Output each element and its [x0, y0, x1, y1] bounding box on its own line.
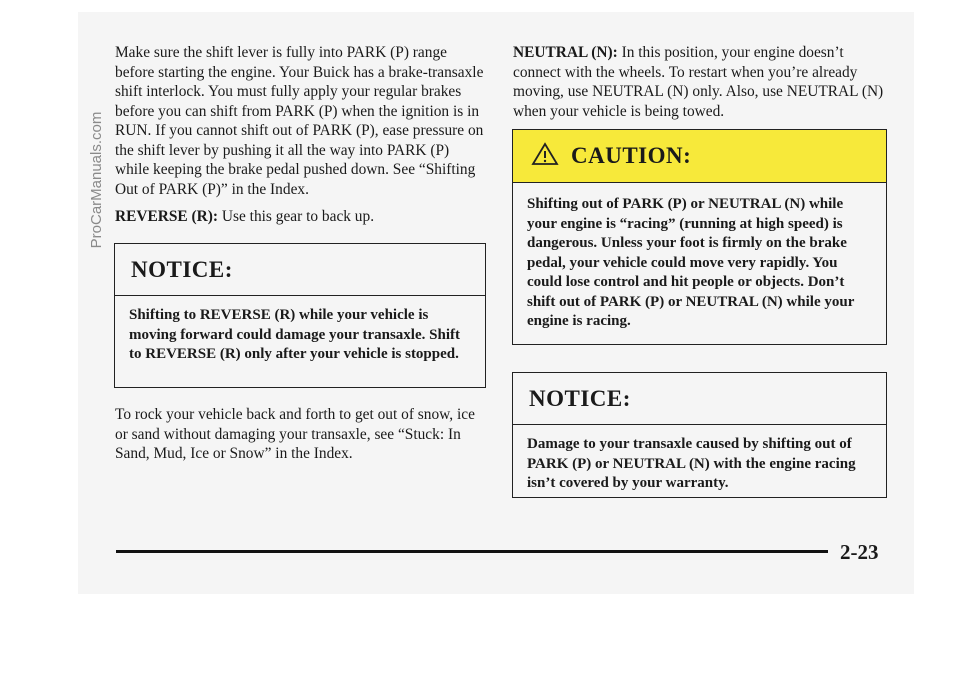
page-number: 2-23 [840, 540, 879, 564]
caution-title: CAUTION: [571, 143, 692, 168]
warranty-notice-box [512, 372, 887, 498]
caution-header [513, 130, 886, 183]
watermark-text: ProCarManuals.com [88, 111, 105, 249]
shift-lever-paragraph: Make sure the shift lever is fully into PARK (P) range before starting the engine. Your Buick has a brake-transaxle shift interlock. You must fully apply your regular brakes before you can shift from PARK (P) when the ignition is in RUN. If you cannot shift out of PARK (P), ease pressure on the shift lever by pushing it all the way into PARK (P) while keeping the brake pedal pushed down. See “Shifting Out of PARK (P)” in the Index. [115, 44, 484, 198]
warning-triangle-icon [531, 142, 559, 166]
rock-vehicle-paragraph-wrap [115, 405, 485, 472]
neutral-paragraph [513, 43, 888, 121]
reverse-paragraph [115, 207, 485, 227]
neutral-label: NEUTRAL (N): [513, 44, 618, 61]
caution-body: Shifting out of PARK (P) or NEUTRAL (N) while your engine is “racing” (running at high speed) is dangerous. Unless your foot is firmly on the brake pedal, your vehicle could move very rapidly. You could lose control and hit people or objects. Don’t shift out of PARK (P) or NEUTRAL (N) while your engine is racing. [527, 196, 855, 329]
warranty-notice-title: NOTICE: [513, 373, 886, 425]
reverse-notice-box [114, 243, 486, 388]
reverse-label: REVERSE (R): [115, 208, 219, 225]
footer-rule [116, 550, 828, 553]
caution-box [512, 129, 887, 345]
left-column [115, 43, 485, 235]
warranty-notice-body: Damage to your transaxle caused by shifting out of PARK (P) or NEUTRAL (N) with the engine racing isn’t covered by your warranty. [527, 436, 856, 491]
reverse-notice-title: NOTICE: [115, 244, 485, 296]
right-column [513, 43, 888, 129]
reverse-text: Use this gear to back up. [218, 208, 375, 225]
rock-vehicle-paragraph: To rock your vehicle back and forth to get out of snow, ice or sand without damaging your transaxle, see “Stuck: In Sand, Mud, Ice or Snow” in the Index. [115, 406, 475, 462]
neutral-text: In this position, your engine doesn’t connect with the wheels. To restart when you’re already moving, use NEUTRAL (N) only. Also, use NEUTRAL (N) when your vehicle is being towed. [513, 44, 884, 120]
reverse-notice-body: Shifting to REVERSE (R) while your vehicle is moving forward could damage your transaxle. Shift to REVERSE (R) only after your vehicle is stopped. [129, 307, 460, 362]
